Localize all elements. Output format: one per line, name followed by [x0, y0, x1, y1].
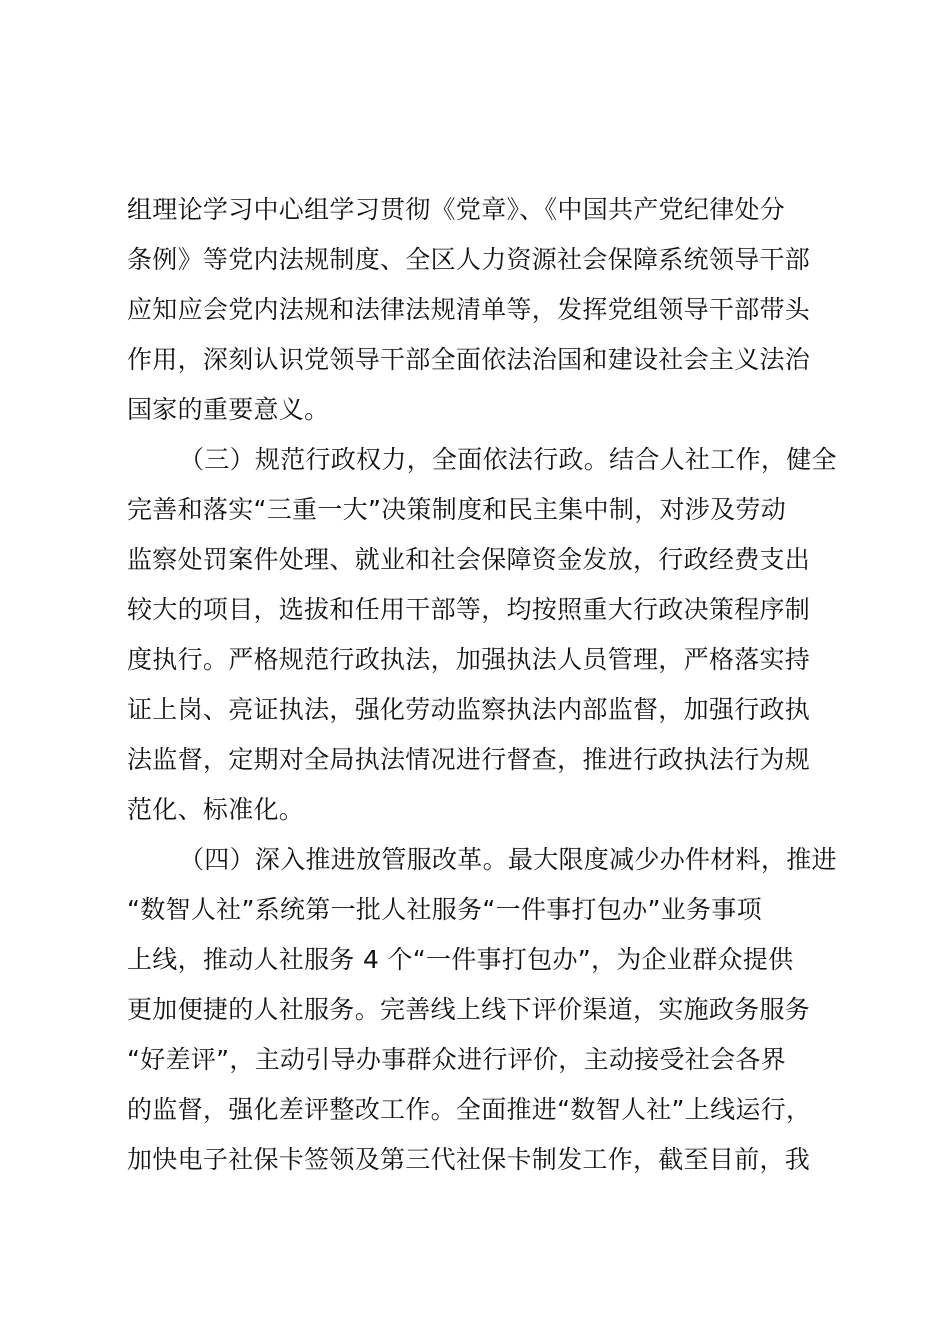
text-line: 较大的项目，选拔和任用干部等，均按照重大行政决策程序制: [127, 595, 811, 624]
text-line: “数智人社”系统第一批人社服务“一件事打包办”业务事项: [127, 895, 762, 924]
text-line: 证上岗、亮证执法，强化劳动监察执法内部监督，加强行政执: [127, 695, 811, 724]
text-line: 条例》等党内法规制度、全区人力资源社会保障系统领导干部: [127, 245, 811, 274]
text-line: 完善和落实“三重一大”决策制度和民主集中制，对涉及劳动: [127, 495, 787, 524]
text-line: 加快电子社保卡签领及第三代社保卡制发工作，截至目前，我: [127, 1145, 811, 1174]
text-line: 更加便捷的人社服务。完善线上线下评价渠道，实施政务服务: [127, 995, 811, 1024]
paragraph-4-heading-line: （四）深入推进放管服改革。最大限度减少办件材料，推进: [179, 845, 837, 874]
text-line: 范化、标准化。: [127, 795, 305, 824]
text-line: 监察处罚案件处理、就业和社会保障资金发放，行政经费支出: [127, 545, 811, 574]
text-line: 度执行。严格规范行政执法，加强执法人员管理，严格落实持: [127, 645, 811, 674]
text-line: 的监督，强化差评整改工作。全面推进“数智人社”上线运行，: [127, 1095, 812, 1124]
paragraph-3-heading-line: （三）规范行政权力，全面依法行政。结合人社工作，健全: [179, 445, 837, 474]
text-line: 上线，推动人社服务 4 个“一件事打包办”，为企业群众提供: [127, 945, 794, 974]
text-line: 国家的重要意义。: [127, 395, 330, 424]
text-line: 作用，深刻认识党领导干部全面依法治国和建设社会主义法治: [127, 345, 811, 374]
text-line: 法监督，定期对全局执法情况进行督查，推进行政执法行为规: [127, 745, 811, 774]
document-body: [127, 185, 837, 1185]
text-line: 组理论学习中心组学习贯彻《党章》、《中国共产党纪律处分: [127, 195, 786, 224]
text-line: 应知应会党内法规和法律法规清单等，发挥党组领导干部带头: [127, 295, 811, 324]
text-line: “好差评”，主动引导办事群众进行评价，主动接受社会各界: [127, 1045, 787, 1074]
